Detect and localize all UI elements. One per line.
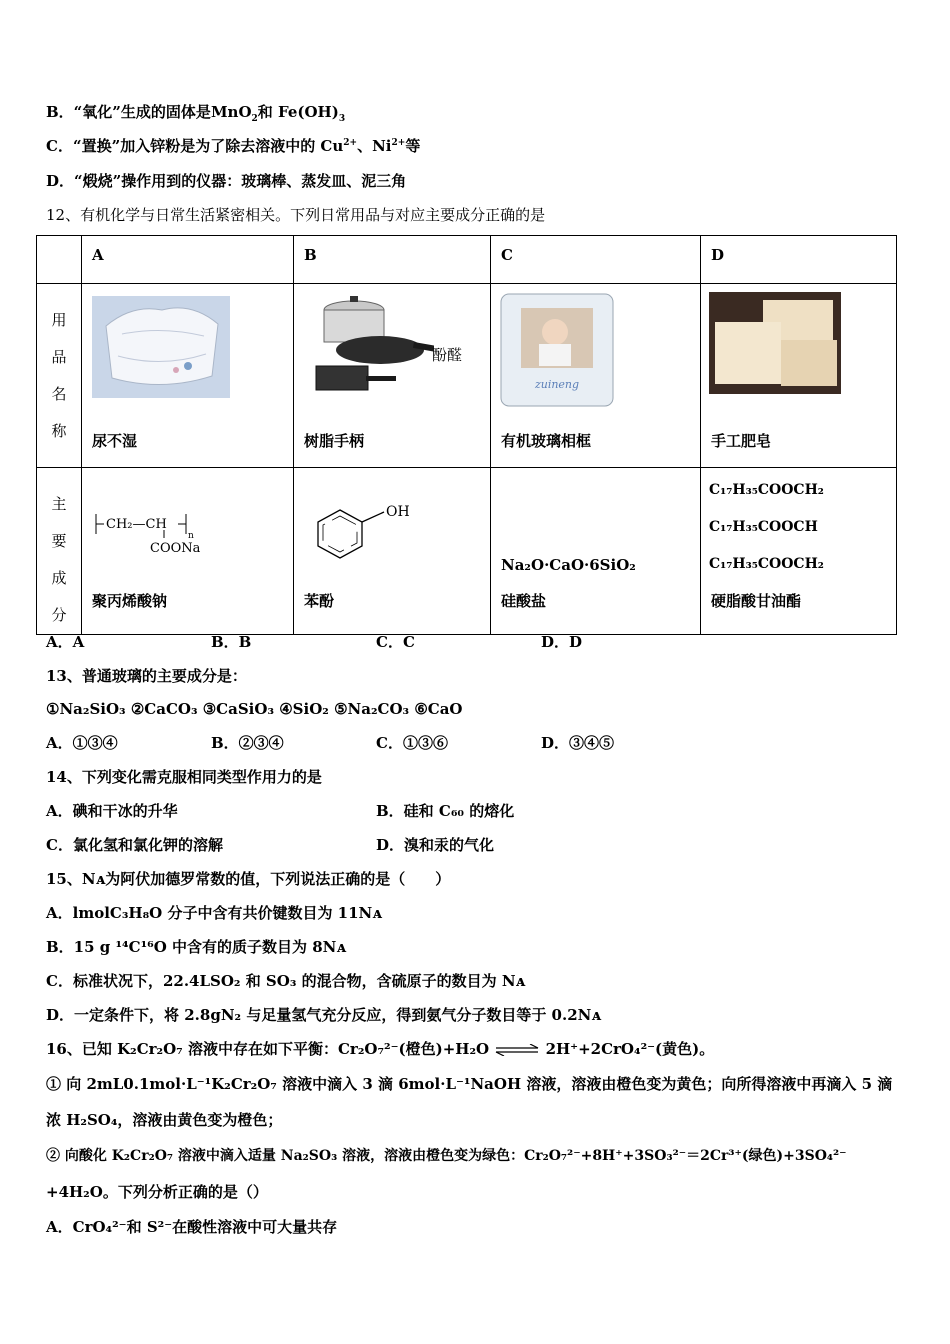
polymer-sub-text: COONa: [150, 541, 201, 556]
q13-stem: 13、普通玻璃的主要成分是：: [46, 667, 247, 685]
q16-para1-line2: 浓 H₂SO₄，溶液由黄色变为橙色；: [46, 1111, 283, 1129]
fat-line: C₁₇H₃₅COOCH₂: [709, 556, 824, 572]
name-b: 树脂手柄: [304, 432, 365, 450]
phenol-structure: [310, 504, 420, 568]
pan-note: 酚醛: [432, 346, 463, 364]
component-d: 硬脂酸甘油酯: [711, 592, 802, 610]
phenol-oh-text: OH: [386, 504, 410, 520]
product-cell-d: [701, 284, 897, 468]
component-a: 聚丙烯酸钠: [92, 592, 168, 610]
product-cell-a: [82, 284, 294, 468]
product-cell-b: [294, 284, 491, 468]
q16-para2-line2: +4H₂O。下列分析正确的是（）: [46, 1183, 268, 1201]
component-cell-c: [491, 468, 701, 635]
polymer-n-text: n: [188, 531, 194, 541]
prev-option-b: B．“氧化”生成的固体是MnO$_2$和 $Fe(OH)_3$: [46, 103, 346, 124]
q16-option-a: A．CrO₄²⁻和 S²⁻在酸性溶液中可大量共存: [46, 1218, 338, 1236]
q14-option-b: B．硅和 C₆₀ 的熔化: [376, 802, 515, 820]
q13-option-c: C．①③⑥: [376, 734, 448, 752]
q14-stem: 14、下列变化需克服相同类型作用力的是: [46, 768, 322, 786]
q14-option-c: C．氯化氢和氯化钾的溶解: [46, 836, 223, 854]
polymer-main-text: CH₂—CH: [106, 517, 167, 532]
q15-option-d: D．一定条件下，将 2.8gN₂ 与足量氢气充分反应，得到氨气分子数目等于 0.2Nᴀ: [46, 1006, 601, 1024]
polyacrylate-structure: [92, 506, 222, 558]
fat-line: C₁₇H₃₅COOCH: [709, 519, 818, 535]
q12-option-a: A．A: [46, 633, 85, 651]
q15-option-c: C．标准状况下，22.4LSO₂ 和 SO₃ 的混合物，含硫原子的数目为 Nᴀ: [46, 972, 526, 990]
row-label-main-component: 主 要 成 分: [37, 468, 82, 635]
header-b: B: [294, 236, 491, 284]
component-cell-b: [294, 468, 491, 635]
q16-stem: 16、已知 K₂Cr₂O₇ 溶液中存在如下平衡：Cr₂O₇²⁻(橙色)+H₂O 2H⁺+2CrO₄²⁻(黄色)。: [46, 1040, 715, 1058]
stearin-structure: [709, 472, 824, 583]
q16-para2-line1: ② 向酸化 K₂Cr₂O₇ 溶液中滴入适量 Na₂SO₃ 溶液，溶液由橙色变为绿色：Cr₂O₇²⁻+8H⁺+3SO₃²⁻＝2Cr³⁺(绿色)+3SO₄²⁻: [46, 1148, 847, 1164]
q14-option-d: D．溴和汞的气化: [376, 836, 495, 854]
q13-option-d: D．③④⑤: [541, 734, 615, 752]
component-b: 苯酚: [304, 592, 335, 610]
equilibrium-arrow-icon: [494, 1044, 540, 1056]
fat-line: C₁₇H₃₅COOCH₂: [709, 482, 824, 498]
diaper-image: [92, 296, 230, 398]
frame-brand-text: zuineng: [534, 378, 580, 391]
q13-option-a: A．①③④: [46, 734, 118, 752]
header-a: A: [82, 236, 294, 284]
q16-para1-line1: ① 向 2mL0.1mol·L⁻¹K₂Cr₂O₇ 溶液中滴入 3 滴 6mol·L⁻¹NaOH 溶液，溶液由橙色变为黄色；向所得溶液中再滴入 5 滴: [46, 1075, 893, 1093]
q12-stem: 12、有机化学与日常生活紧密相关。下列日常用品与对应主要成分正确的是: [46, 206, 546, 224]
product-cell-c: [491, 284, 701, 468]
q15-stem: 15、Nᴀ为阿伏加德罗常数的值，下列说法正确的是（ ）: [46, 870, 451, 888]
component-c: 硅酸盐: [501, 592, 547, 610]
prev-option-c: C．“置换”加入锌粉是为了除去溶液中的 $Cu^{2+}$、$Ni^{2+}$等: [46, 137, 421, 155]
q15-option-b: B．15 g ¹⁴C¹⁶O 中含有的质子数目为 8Nᴀ: [46, 938, 346, 956]
q13-items: ①Na₂SiO₃ ②CaCO₃ ③CaSiO₃ ④SiO₂ ⑤Na₂CO₃ ⑥CaO: [46, 700, 463, 718]
component-cell-d: [701, 468, 897, 635]
q12-option-b: B．B: [211, 633, 252, 651]
q12-option-c: C．C: [376, 633, 415, 651]
name-c: 有机玻璃相框: [501, 432, 592, 450]
prev-option-d: D．“煅烧”操作用到的仪器：玻璃棒、蒸发皿、泥三角: [46, 172, 407, 190]
soap-image: [709, 292, 841, 394]
name-d: 手工肥皂: [711, 432, 772, 450]
photo-frame-image: [499, 292, 615, 408]
q15-option-a: A．lmolC₃H₈O 分子中含有共价键数目为 11Nᴀ: [46, 904, 382, 922]
q13-option-b: B．②③④: [211, 734, 284, 752]
component-cell-a: [82, 468, 294, 635]
name-a: 尿不湿: [92, 432, 138, 450]
q14-option-a: A．碘和干冰的升华: [46, 802, 178, 820]
row-label-product-name: 用 品 名 称: [37, 284, 82, 468]
cookware-image: [302, 292, 434, 398]
header-d: D: [701, 236, 897, 284]
header-empty-cell: [37, 236, 82, 284]
q12-option-d: D．D: [541, 633, 583, 651]
q12-table: [36, 235, 897, 635]
silicate-formula: Na₂O·CaO·6SiO₂: [501, 556, 636, 574]
header-c: C: [491, 236, 701, 284]
